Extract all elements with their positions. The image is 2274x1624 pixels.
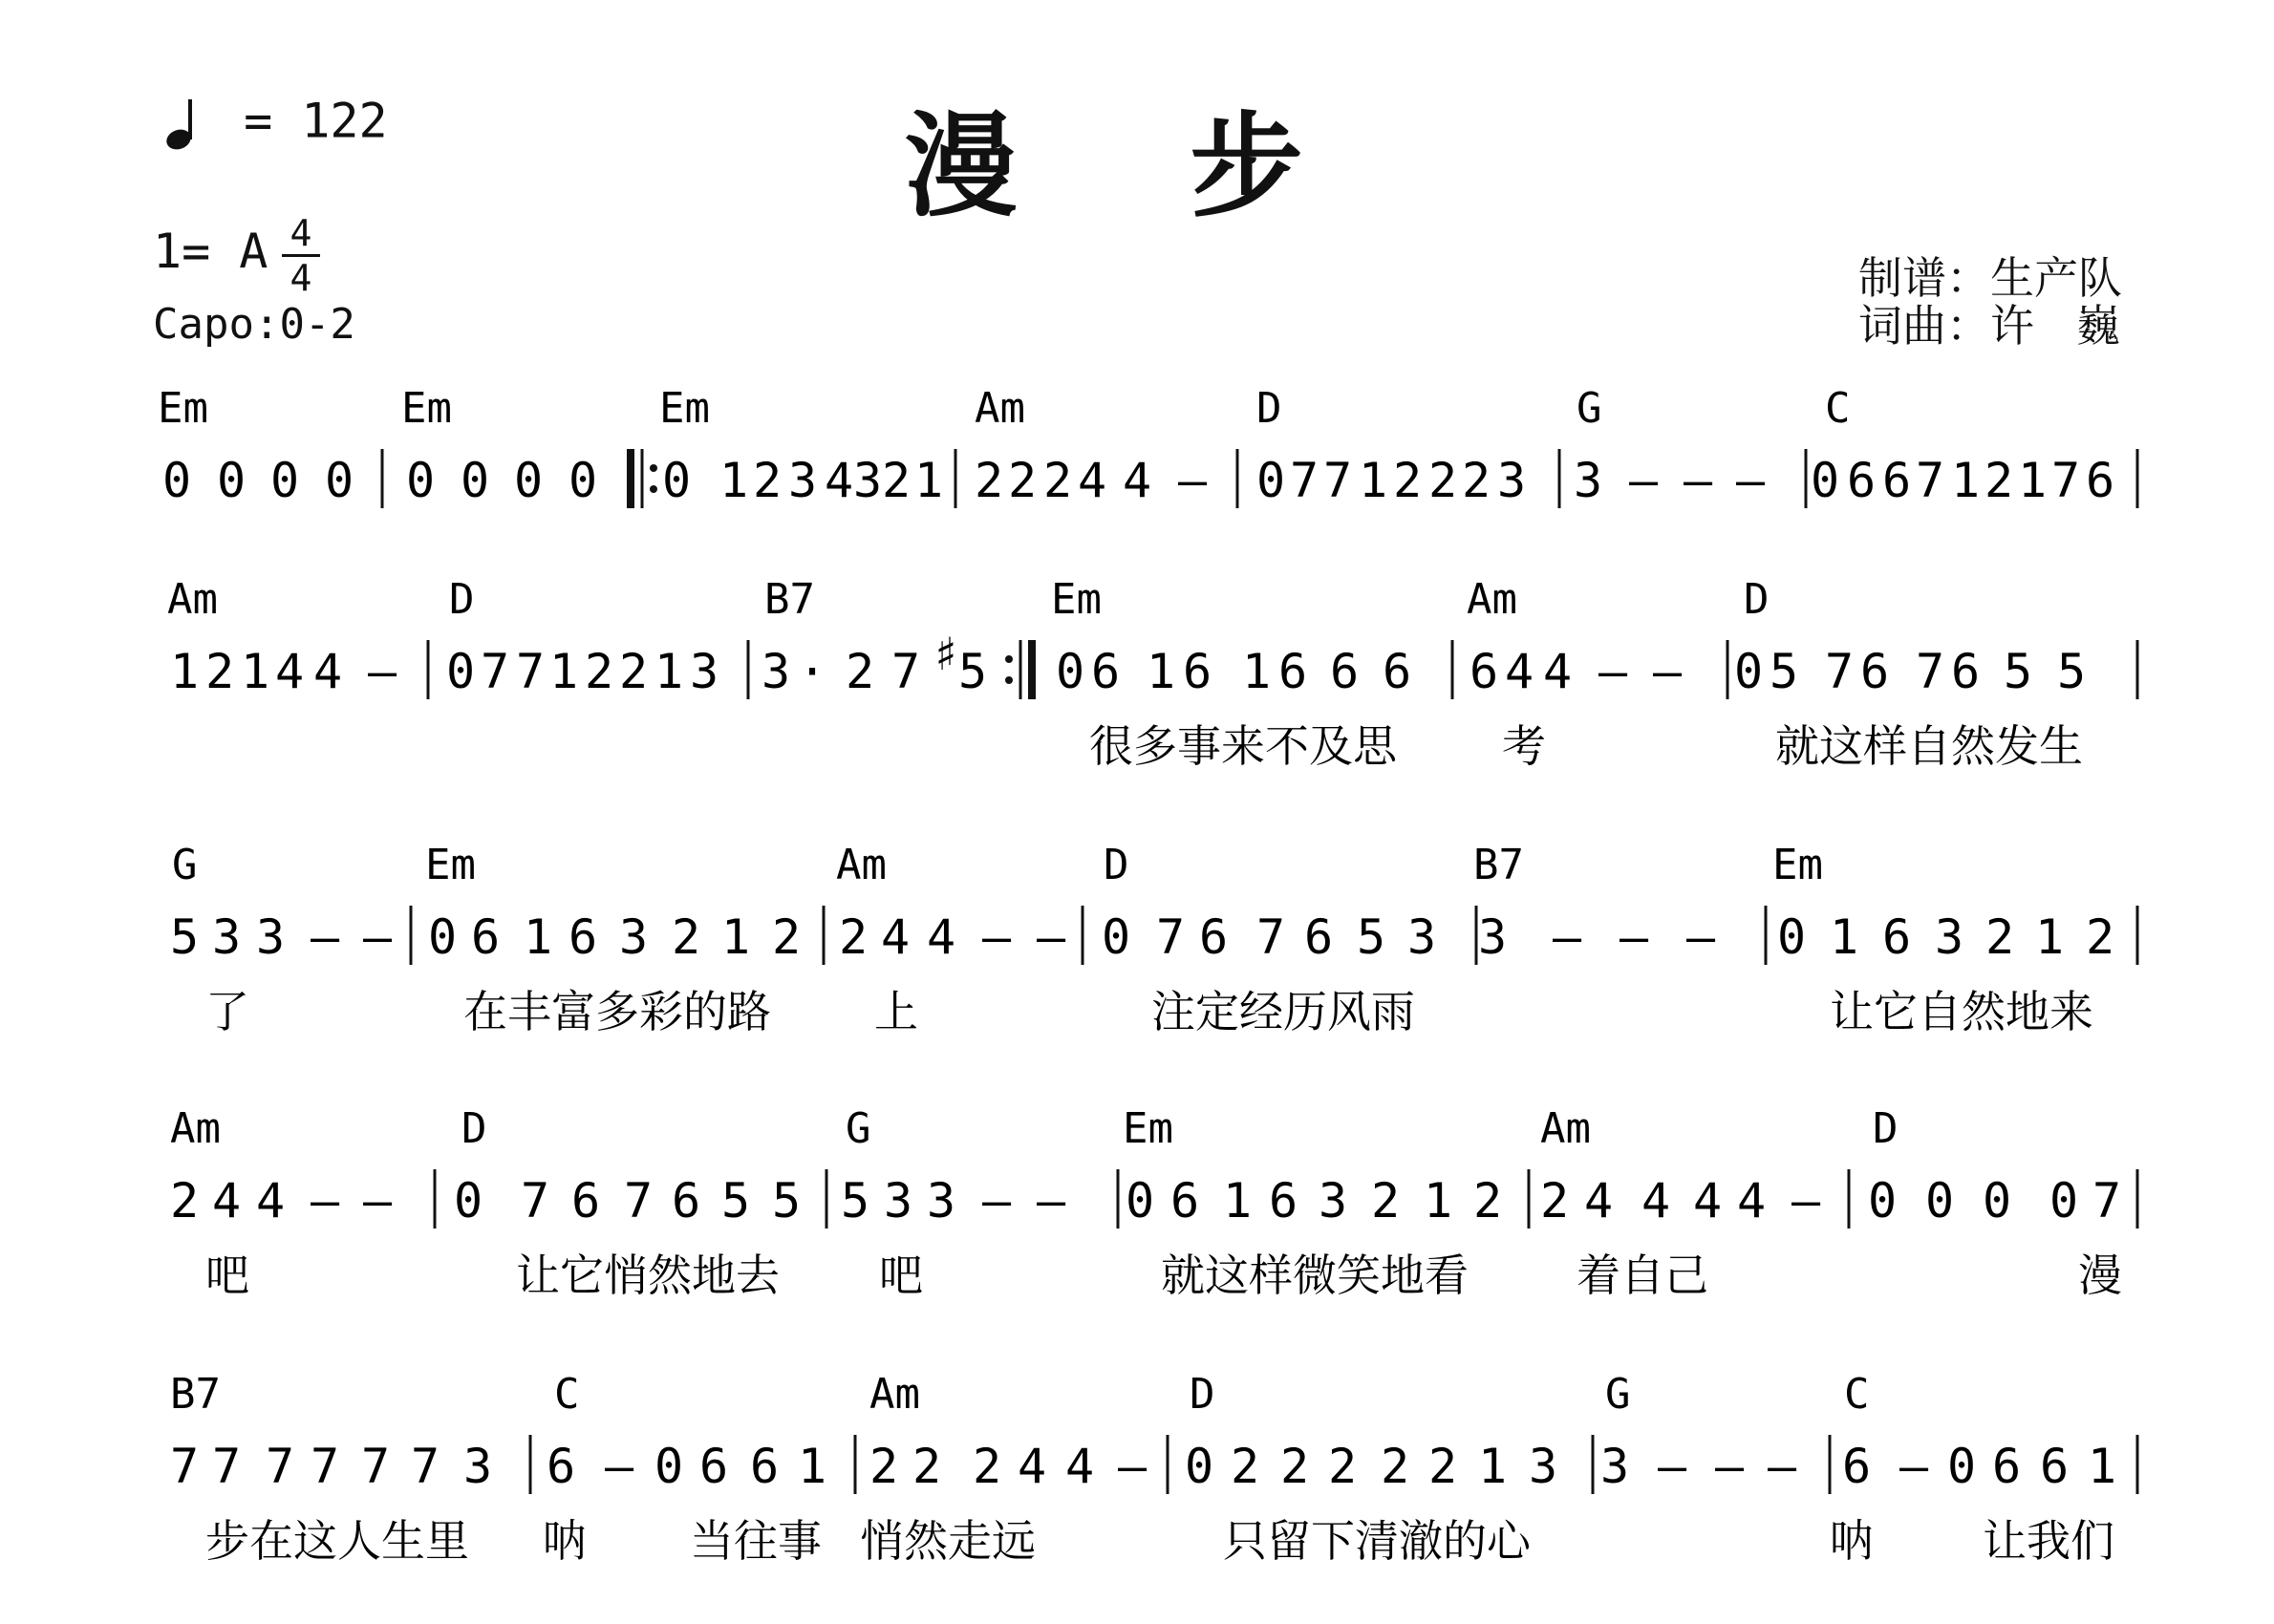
lyric-text: 考: [1502, 720, 1546, 772]
note: –: [981, 909, 1012, 965]
score-row: [170, 1104, 2137, 1301]
lyric-text: 注定经历风雨: [1151, 986, 1415, 1037]
note: 1: [797, 1439, 827, 1494]
note: 7: [1155, 909, 1186, 965]
note: 2: [2085, 909, 2115, 965]
note: 3: [211, 909, 242, 965]
lyric-text: 悄然走远: [860, 1515, 1036, 1567]
note: 7: [169, 1439, 200, 1494]
chord-label: Am: [836, 841, 887, 889]
note: 4: [824, 453, 854, 508]
note: 4: [1641, 1173, 1671, 1229]
note: 2: [584, 644, 614, 699]
score-row: [158, 384, 2137, 508]
note: 2: [881, 453, 912, 508]
note: 6: [1090, 644, 1121, 699]
note: 6: [570, 1173, 601, 1229]
chord-label: C: [1825, 384, 1851, 433]
note: 3: [926, 1173, 956, 1229]
score-row: [170, 1370, 2137, 1567]
note: 2: [1230, 1439, 1260, 1494]
note: 7: [2050, 453, 2081, 508]
note: 2: [974, 453, 1004, 508]
tempo-value: = 122: [244, 93, 388, 149]
note: –: [362, 1173, 393, 1229]
time-signature-bottom: 4: [290, 257, 312, 299]
note: 4: [211, 1173, 242, 1229]
note: 6: [1169, 1173, 1200, 1229]
note: 4: [880, 909, 911, 965]
repeat-dot: [1005, 655, 1013, 663]
key-signature: 1= A: [153, 224, 268, 279]
lyric-text: 让它自然地来: [1830, 986, 2093, 1037]
note: 3: [761, 644, 791, 699]
note: 0: [216, 453, 247, 508]
note: 7: [2092, 1173, 2122, 1229]
note: 1: [1241, 644, 1272, 699]
note: 7: [1322, 453, 1353, 508]
note: –: [1036, 1173, 1066, 1229]
chord-label: C: [1844, 1370, 1870, 1419]
note: 4: [1122, 453, 1152, 508]
note: 1: [523, 909, 553, 965]
note: –: [1628, 453, 1659, 508]
lyric-text: 漫: [2078, 1250, 2122, 1301]
note: –: [1598, 644, 1628, 699]
note: –: [1652, 644, 1683, 699]
note: 3: [1599, 1439, 1630, 1494]
note: 7: [211, 1439, 242, 1494]
note: 7: [890, 644, 921, 699]
lyricist-composer-credit: 词曲：许 巍: [1858, 300, 2120, 352]
note: 5: [169, 909, 200, 965]
note: 0: [1982, 1173, 2012, 1229]
note: 2: [1392, 453, 1423, 508]
note: 6: [1881, 453, 1912, 508]
note: –: [1714, 1439, 1745, 1494]
note: 0: [1776, 909, 1807, 965]
note: 6: [1881, 909, 1912, 965]
chord-label: Em: [401, 384, 452, 433]
note: –: [367, 644, 397, 699]
note: 1: [1829, 909, 1859, 965]
note: –: [604, 1439, 634, 1494]
note: 5: [1769, 644, 1799, 699]
note: 6: [1469, 644, 1499, 699]
chord-label: B7: [764, 575, 815, 624]
chord-label: Em: [1123, 1104, 1173, 1153]
note: 4: [255, 1173, 286, 1229]
note: 2: [1427, 1439, 1458, 1494]
note: –: [310, 1173, 340, 1229]
note: 0: [161, 453, 192, 508]
note: 0: [568, 453, 598, 508]
note: 3: [618, 909, 649, 965]
note: 4: [926, 909, 956, 965]
note: 2: [1042, 453, 1073, 508]
note: 3: [689, 644, 719, 699]
note: 1: [720, 909, 751, 965]
note: 6: [698, 1439, 729, 1494]
lyric-text: 步在这人生里: [205, 1515, 469, 1567]
note: 6: [1382, 644, 1412, 699]
note: 7: [1915, 644, 1945, 699]
note: 6: [1846, 453, 1877, 508]
note: 7: [623, 1173, 654, 1229]
song-title: 漫 步: [904, 100, 1370, 232]
note: 3: [1496, 453, 1527, 508]
note: 2: [845, 644, 875, 699]
chord-label: Am: [167, 575, 218, 624]
lyric-text: 只留下清澈的心: [1223, 1515, 1531, 1567]
note: –: [1177, 453, 1208, 508]
note: 2: [169, 1173, 200, 1229]
note: 2: [1380, 1439, 1410, 1494]
note: ♯: [931, 627, 961, 682]
note: 3: [1573, 453, 1603, 508]
chord-label: Am: [1467, 575, 1517, 624]
note: 7: [1824, 644, 1855, 699]
note: 2: [838, 909, 869, 965]
note: 6: [1950, 644, 1981, 699]
note: 6: [546, 1439, 576, 1494]
note: 0: [654, 1439, 684, 1494]
chord-label: Em: [1051, 575, 1102, 624]
note: 1: [1222, 1173, 1253, 1229]
note: 1: [2034, 909, 2065, 965]
note: 6: [1277, 644, 1308, 699]
note: 1: [1358, 453, 1388, 508]
note: 2: [1461, 453, 1491, 508]
lyric-text: 着自己: [1577, 1250, 1708, 1301]
chord-label: Am: [869, 1370, 920, 1419]
note: 5: [771, 1173, 802, 1229]
score-row: [170, 841, 2137, 1037]
note: 2: [1427, 453, 1458, 508]
note: 0: [2049, 1173, 2079, 1229]
chord-label: Em: [158, 384, 208, 433]
note: 1: [240, 644, 270, 699]
note: 0: [1101, 909, 1131, 965]
note: 4: [312, 644, 343, 699]
repeat-dot: [1005, 676, 1013, 684]
note: 2: [771, 909, 802, 965]
note: 2: [752, 453, 783, 508]
note: 4: [1064, 1439, 1095, 1494]
chord-label: G: [1605, 1370, 1631, 1419]
chord-label: B7: [170, 1370, 221, 1419]
note: 6: [1841, 1439, 1872, 1494]
lyric-text: 很多事来不及思: [1089, 720, 1397, 772]
note: 0: [427, 909, 458, 965]
note: 5: [2003, 644, 2033, 699]
note: –: [310, 909, 340, 965]
note: 1: [1423, 1173, 1453, 1229]
note: –: [1683, 453, 1713, 508]
chord-label: G: [1577, 384, 1602, 433]
note: 6: [1303, 909, 1334, 965]
note: ·: [797, 644, 827, 699]
lyric-text: 在丰富多彩的路: [463, 986, 771, 1037]
note: 4: [1077, 453, 1107, 508]
note: 2: [1539, 1173, 1570, 1229]
lyric-text: 了: [205, 986, 249, 1037]
chord-label: Am: [1540, 1104, 1591, 1153]
note: 7: [520, 1173, 550, 1229]
note: 5: [840, 1173, 870, 1229]
note: 5: [1356, 909, 1386, 965]
chord-label: D: [1744, 575, 1770, 624]
chord-label: D: [461, 1104, 487, 1153]
chord-label: Em: [1772, 841, 1823, 889]
chord-label: D: [1873, 1104, 1899, 1153]
note: 2: [671, 909, 701, 965]
chord-label: D: [1256, 384, 1282, 433]
note: 7: [310, 1439, 340, 1494]
note: 3: [787, 453, 818, 508]
note: 0: [445, 644, 476, 699]
chord-label: G: [846, 1104, 871, 1153]
repeat-dot: [650, 464, 657, 472]
note: 0: [1055, 644, 1085, 699]
note: 0: [513, 453, 544, 508]
arranger-credit: 制谱：生产队: [1858, 252, 2122, 304]
note: 2: [1279, 1439, 1310, 1494]
repeat-dot: [650, 485, 657, 493]
note: 2: [1007, 453, 1038, 508]
note: 2: [1472, 1173, 1503, 1229]
note: 5: [957, 644, 988, 699]
note: –: [1767, 1439, 1797, 1494]
note: –: [362, 909, 393, 965]
note: 6: [2039, 1439, 2070, 1494]
score-row: [167, 575, 2137, 772]
note: 1: [719, 453, 749, 508]
note: 7: [265, 1439, 295, 1494]
lyric-text: 呐: [543, 1515, 587, 1567]
note: –: [1899, 1439, 1929, 1494]
note: 4: [1017, 1439, 1047, 1494]
chord-label: D: [1104, 841, 1129, 889]
note: –: [981, 1173, 1012, 1229]
note: 3: [1318, 1173, 1348, 1229]
note: 3: [1528, 1439, 1558, 1494]
note: –: [1117, 1439, 1148, 1494]
note: 6: [1182, 644, 1212, 699]
note: 2: [1370, 1173, 1401, 1229]
note: 7: [1915, 453, 1945, 508]
note: 7: [1255, 909, 1286, 965]
note: 3: [1477, 909, 1508, 965]
note: 2: [972, 1439, 1002, 1494]
note: 3: [462, 1439, 493, 1494]
note: 0: [1924, 1173, 1955, 1229]
note: 2: [912, 1439, 942, 1494]
lyric-text: 让它悄然地去: [516, 1250, 780, 1301]
note: 4: [1736, 1173, 1767, 1229]
note: 7: [360, 1439, 391, 1494]
note: 2: [1327, 1439, 1358, 1494]
note: 0: [1184, 1439, 1214, 1494]
chord-label: D: [1190, 1370, 1215, 1419]
note: 4: [1692, 1173, 1723, 1229]
chord-label: Em: [659, 384, 710, 433]
time-signature-top: 4: [290, 212, 312, 254]
note: 6: [568, 909, 598, 965]
note: 2: [869, 1439, 899, 1494]
lyric-text: 就这样自然发生: [1775, 720, 2083, 772]
chord-label: D: [449, 575, 475, 624]
note: –: [1552, 909, 1582, 965]
note: 0: [1946, 1439, 1977, 1494]
chord-label: B7: [1473, 841, 1524, 889]
note: 6: [671, 1173, 701, 1229]
note: 6: [1991, 1439, 2022, 1494]
lyric-text: 呐: [1830, 1515, 1874, 1567]
note: –: [1036, 909, 1066, 965]
note: 0: [405, 453, 436, 508]
note: 4: [1542, 644, 1573, 699]
note: 6: [1859, 644, 1890, 699]
note: 3: [255, 909, 286, 965]
note: 1: [169, 644, 200, 699]
note: 7: [410, 1439, 440, 1494]
note: –: [1735, 453, 1766, 508]
note: 5: [720, 1173, 751, 1229]
note: 2: [618, 644, 649, 699]
note: 4: [274, 644, 305, 699]
note: –: [1619, 909, 1649, 965]
note: 1: [1146, 644, 1176, 699]
note: 0: [324, 453, 354, 508]
note: 3: [883, 1173, 913, 1229]
note: 1: [1477, 1439, 1508, 1494]
lyric-text: 当往事: [690, 1515, 822, 1567]
chord-label: Em: [425, 841, 476, 889]
note: 0: [269, 453, 300, 508]
note: 7: [480, 644, 510, 699]
note: 4: [1504, 644, 1534, 699]
note: 3: [1934, 909, 1964, 965]
note: 0: [1125, 1173, 1155, 1229]
note: 1: [1950, 453, 1981, 508]
note: 1: [548, 644, 579, 699]
note: 2: [1984, 909, 2015, 965]
note: 0: [1255, 453, 1286, 508]
note: 2: [204, 644, 235, 699]
note: 1: [2087, 1439, 2117, 1494]
note: 6: [1198, 909, 1229, 965]
lyric-text: 吧: [879, 1250, 923, 1301]
note: 3: [1406, 909, 1437, 965]
note: 1: [913, 453, 944, 508]
note: 0: [460, 453, 490, 508]
note: –: [1657, 1439, 1687, 1494]
note: 0: [661, 453, 692, 508]
chord-label: Am: [170, 1104, 221, 1153]
capo-text: Capo:0-2: [153, 300, 355, 349]
lyric-text: 让我们: [1983, 1515, 2114, 1567]
note: 4: [1583, 1173, 1614, 1229]
note: 0: [453, 1173, 483, 1229]
chord-label: G: [172, 841, 198, 889]
note: 5: [2056, 644, 2087, 699]
note: 6: [749, 1439, 780, 1494]
lyric-text: 吧: [205, 1250, 249, 1301]
chord-label: Am: [975, 384, 1025, 433]
note: –: [1685, 909, 1716, 965]
note: 1: [654, 644, 684, 699]
note: 7: [1289, 453, 1319, 508]
note: 6: [1268, 1173, 1298, 1229]
lyric-text: 上: [874, 986, 918, 1037]
note: 7: [515, 644, 546, 699]
note: –: [1791, 1173, 1821, 1229]
note: 6: [2085, 453, 2115, 508]
note: 2: [1984, 453, 2014, 508]
note: 0: [1867, 1173, 1898, 1229]
chord-label: C: [554, 1370, 580, 1419]
note: 6: [470, 909, 501, 965]
note: 3: [852, 453, 883, 508]
note: 0: [1733, 644, 1764, 699]
note: 6: [1329, 644, 1360, 699]
lyric-text: 就这样微笑地看: [1161, 1250, 1469, 1301]
note: 0: [1810, 453, 1840, 508]
note: 1: [2017, 453, 2048, 508]
